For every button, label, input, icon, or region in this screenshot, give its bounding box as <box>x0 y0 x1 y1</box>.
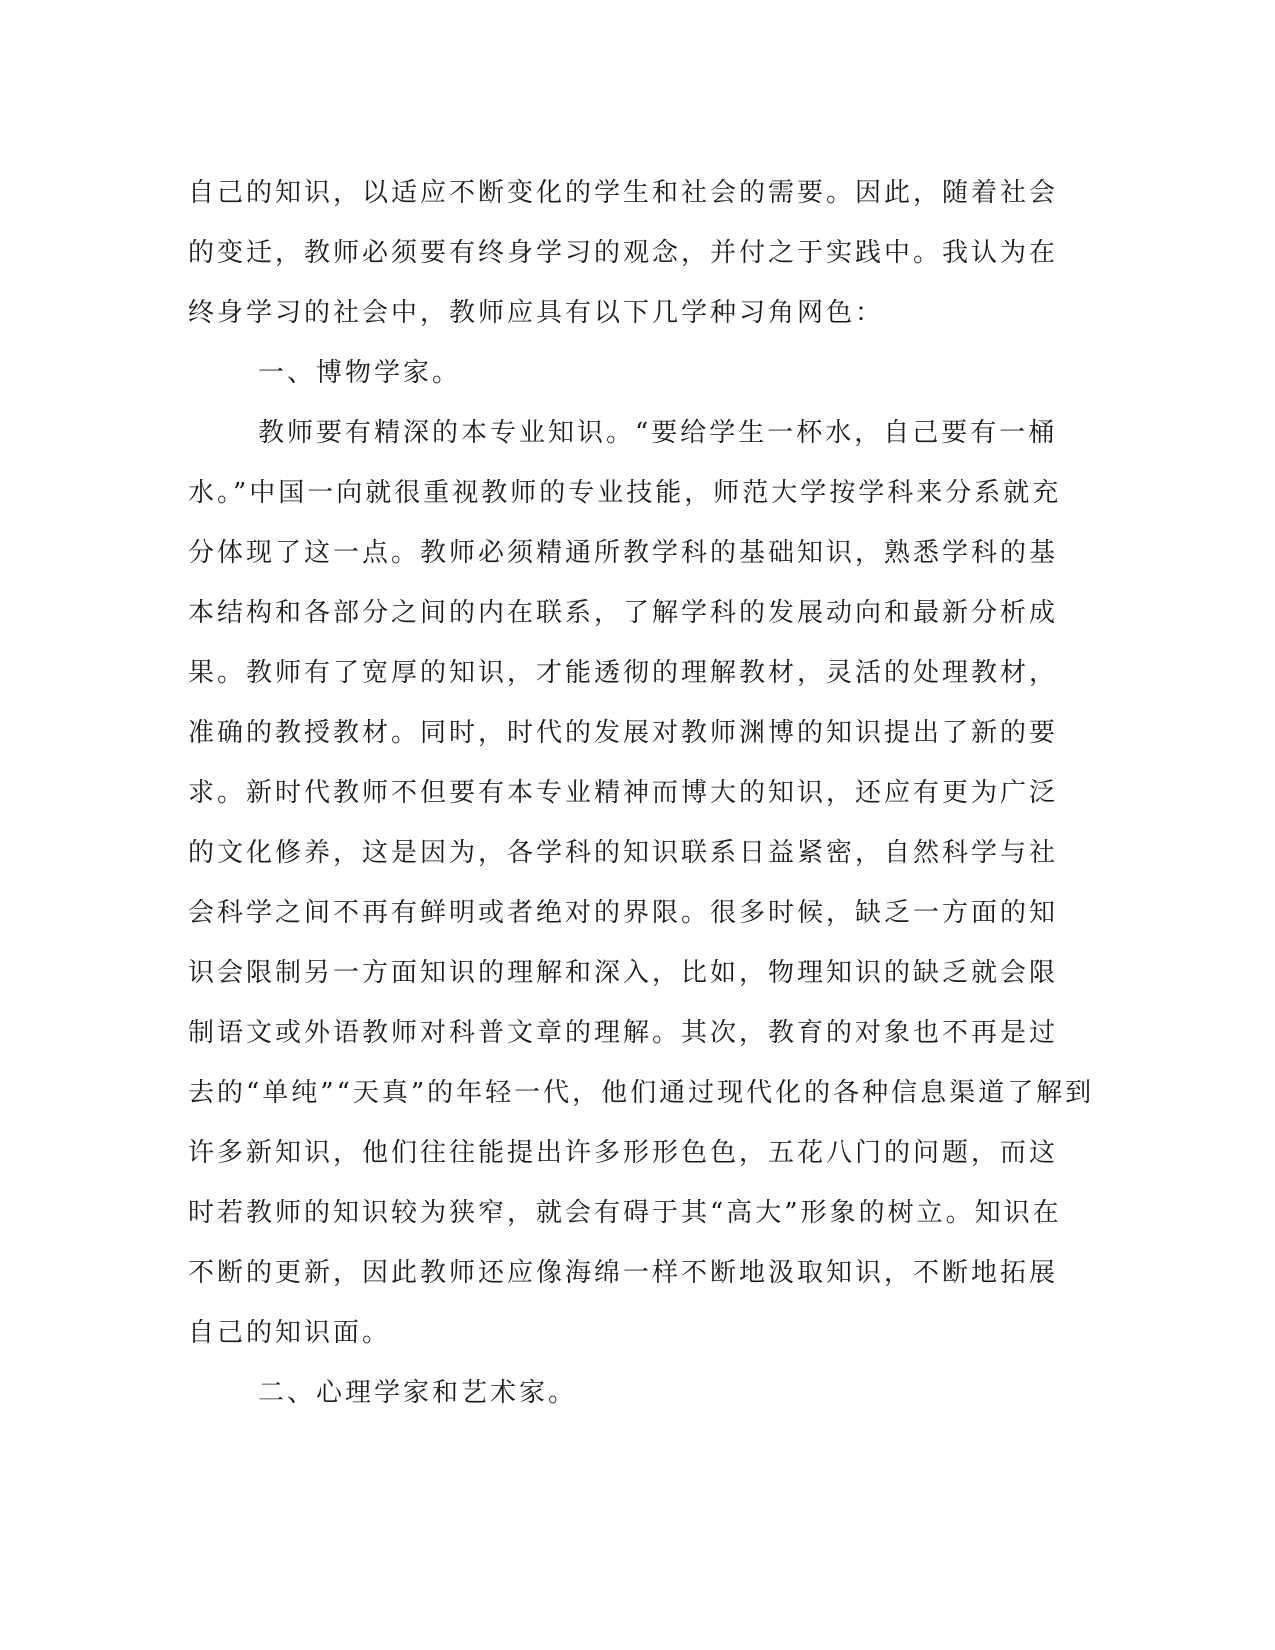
text-line: 本结构和各部分之间的内在联系，了解学科的发展动向和最新分析成 <box>188 598 1059 628</box>
text-line: 时若教师的知识较为狭窄，就会有碍于其“高大”形象的树立。知识在 <box>188 1198 1062 1228</box>
paragraph-start-line: 教师要有精深的本专业知识。“要给学生一杯水，自己要有一桶 <box>258 418 1058 448</box>
text-line: 不断的更新，因此教师还应像海绵一样不断地汲取知识，不断地拓展 <box>188 1258 1059 1288</box>
section-heading-2: 二、心理学家和艺术家。 <box>258 1378 578 1408</box>
text-line: 自己的知识，以适应不断变化的学生和社会的需要。因此，随着社会 <box>188 178 1059 208</box>
text-line: 准确的教授教材。同时，时代的发展对教师渊博的知识提出了新的要 <box>188 718 1059 748</box>
section-heading-1: 一、博物学家。 <box>258 358 462 388</box>
document-body <box>188 163 1095 1423</box>
text-line: 会科学之间不再有鲜明或者绝对的界限。很多时候，缺乏一方面的知 <box>188 898 1059 928</box>
text-line: 水。”中国一向就很重视教师的专业技能，师范大学按学科来分系就充 <box>188 478 1062 508</box>
text-line: 的文化修养，这是因为，各学科的知识联系日益紧密，自然科学与社 <box>188 838 1059 868</box>
text-line: 制语文或外语教师对科普文章的理解。其次，教育的对象也不再是过 <box>188 1018 1059 1048</box>
text-line: 求。新时代教师不但要有本专业精神而博大的知识，还应有更为广泛 <box>188 778 1059 808</box>
text-line: 识会限制另一方面知识的理解和深入，比如，物理知识的缺乏就会限 <box>188 958 1059 988</box>
text-line: 终身学习的社会中，教师应具有以下几学种习角网色： <box>188 298 885 328</box>
text-line: 许多新知识，他们往往能提出许多形形色色，五花八门的问题，而这 <box>188 1138 1059 1168</box>
text-line: 果。教师有了宽厚的知识，才能透彻的理解教材，灵活的处理教材， <box>188 658 1059 688</box>
text-line: 分体现了这一点。教师必须精通所教学科的基础知识，熟悉学科的基 <box>188 538 1059 568</box>
text-line: 去的“单纯”“天真”的年轻一代，他们通过现代化的各种信息渠道了解到 <box>188 1078 1095 1108</box>
text-line: 自己的知识面。 <box>188 1318 392 1348</box>
text-line: 的变迁，教师必须要有终身学习的观念，并付之于实践中。我认为在 <box>188 238 1059 268</box>
